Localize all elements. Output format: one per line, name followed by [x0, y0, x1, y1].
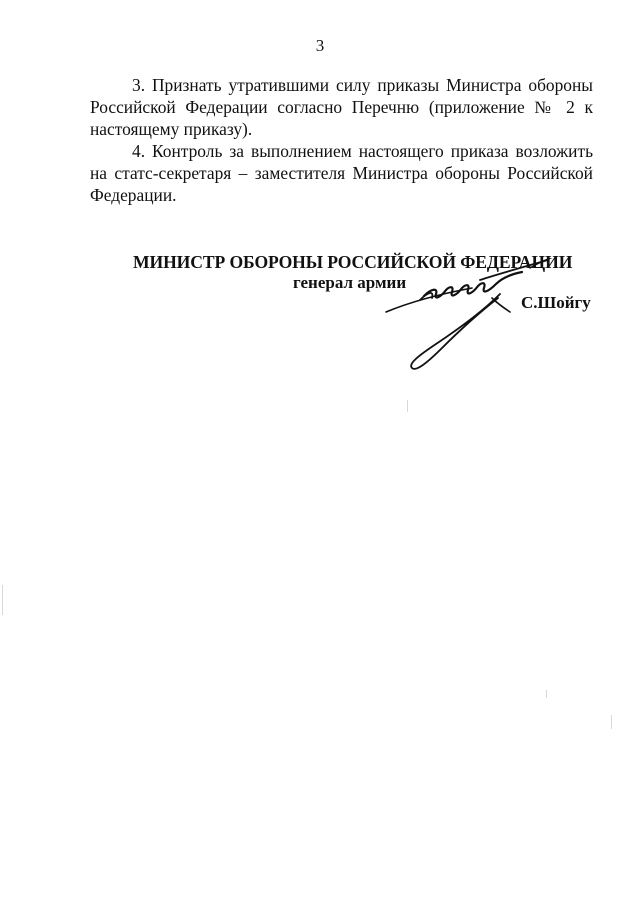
- handwritten-signature-icon: [380, 258, 570, 378]
- signer-name: С.Шойгу: [521, 293, 591, 312]
- page-number: 3: [315, 36, 325, 55]
- paragraph-3: 3. Признать утратившими силу приказы Министра обороны Российской Федерации согласно Перечню (приложение № 2 к настоящему приказу).: [90, 75, 593, 139]
- paragraph-4: 4. Контроль за выполнением настоящего приказа возложить на статс-секретаря – заместителя Министра обороны Российской Федерации.: [90, 141, 593, 205]
- scan-mark: [2, 585, 3, 615]
- signer-rank: генерал армии: [293, 273, 407, 292]
- scan-mark: [546, 690, 547, 698]
- signer-position-title: МИНИСТР ОБОРОНЫ РОССИЙСКОЙ ФЕДЕРАЦИИ: [133, 252, 573, 272]
- scan-mark: [611, 715, 612, 729]
- scan-mark: [407, 400, 408, 412]
